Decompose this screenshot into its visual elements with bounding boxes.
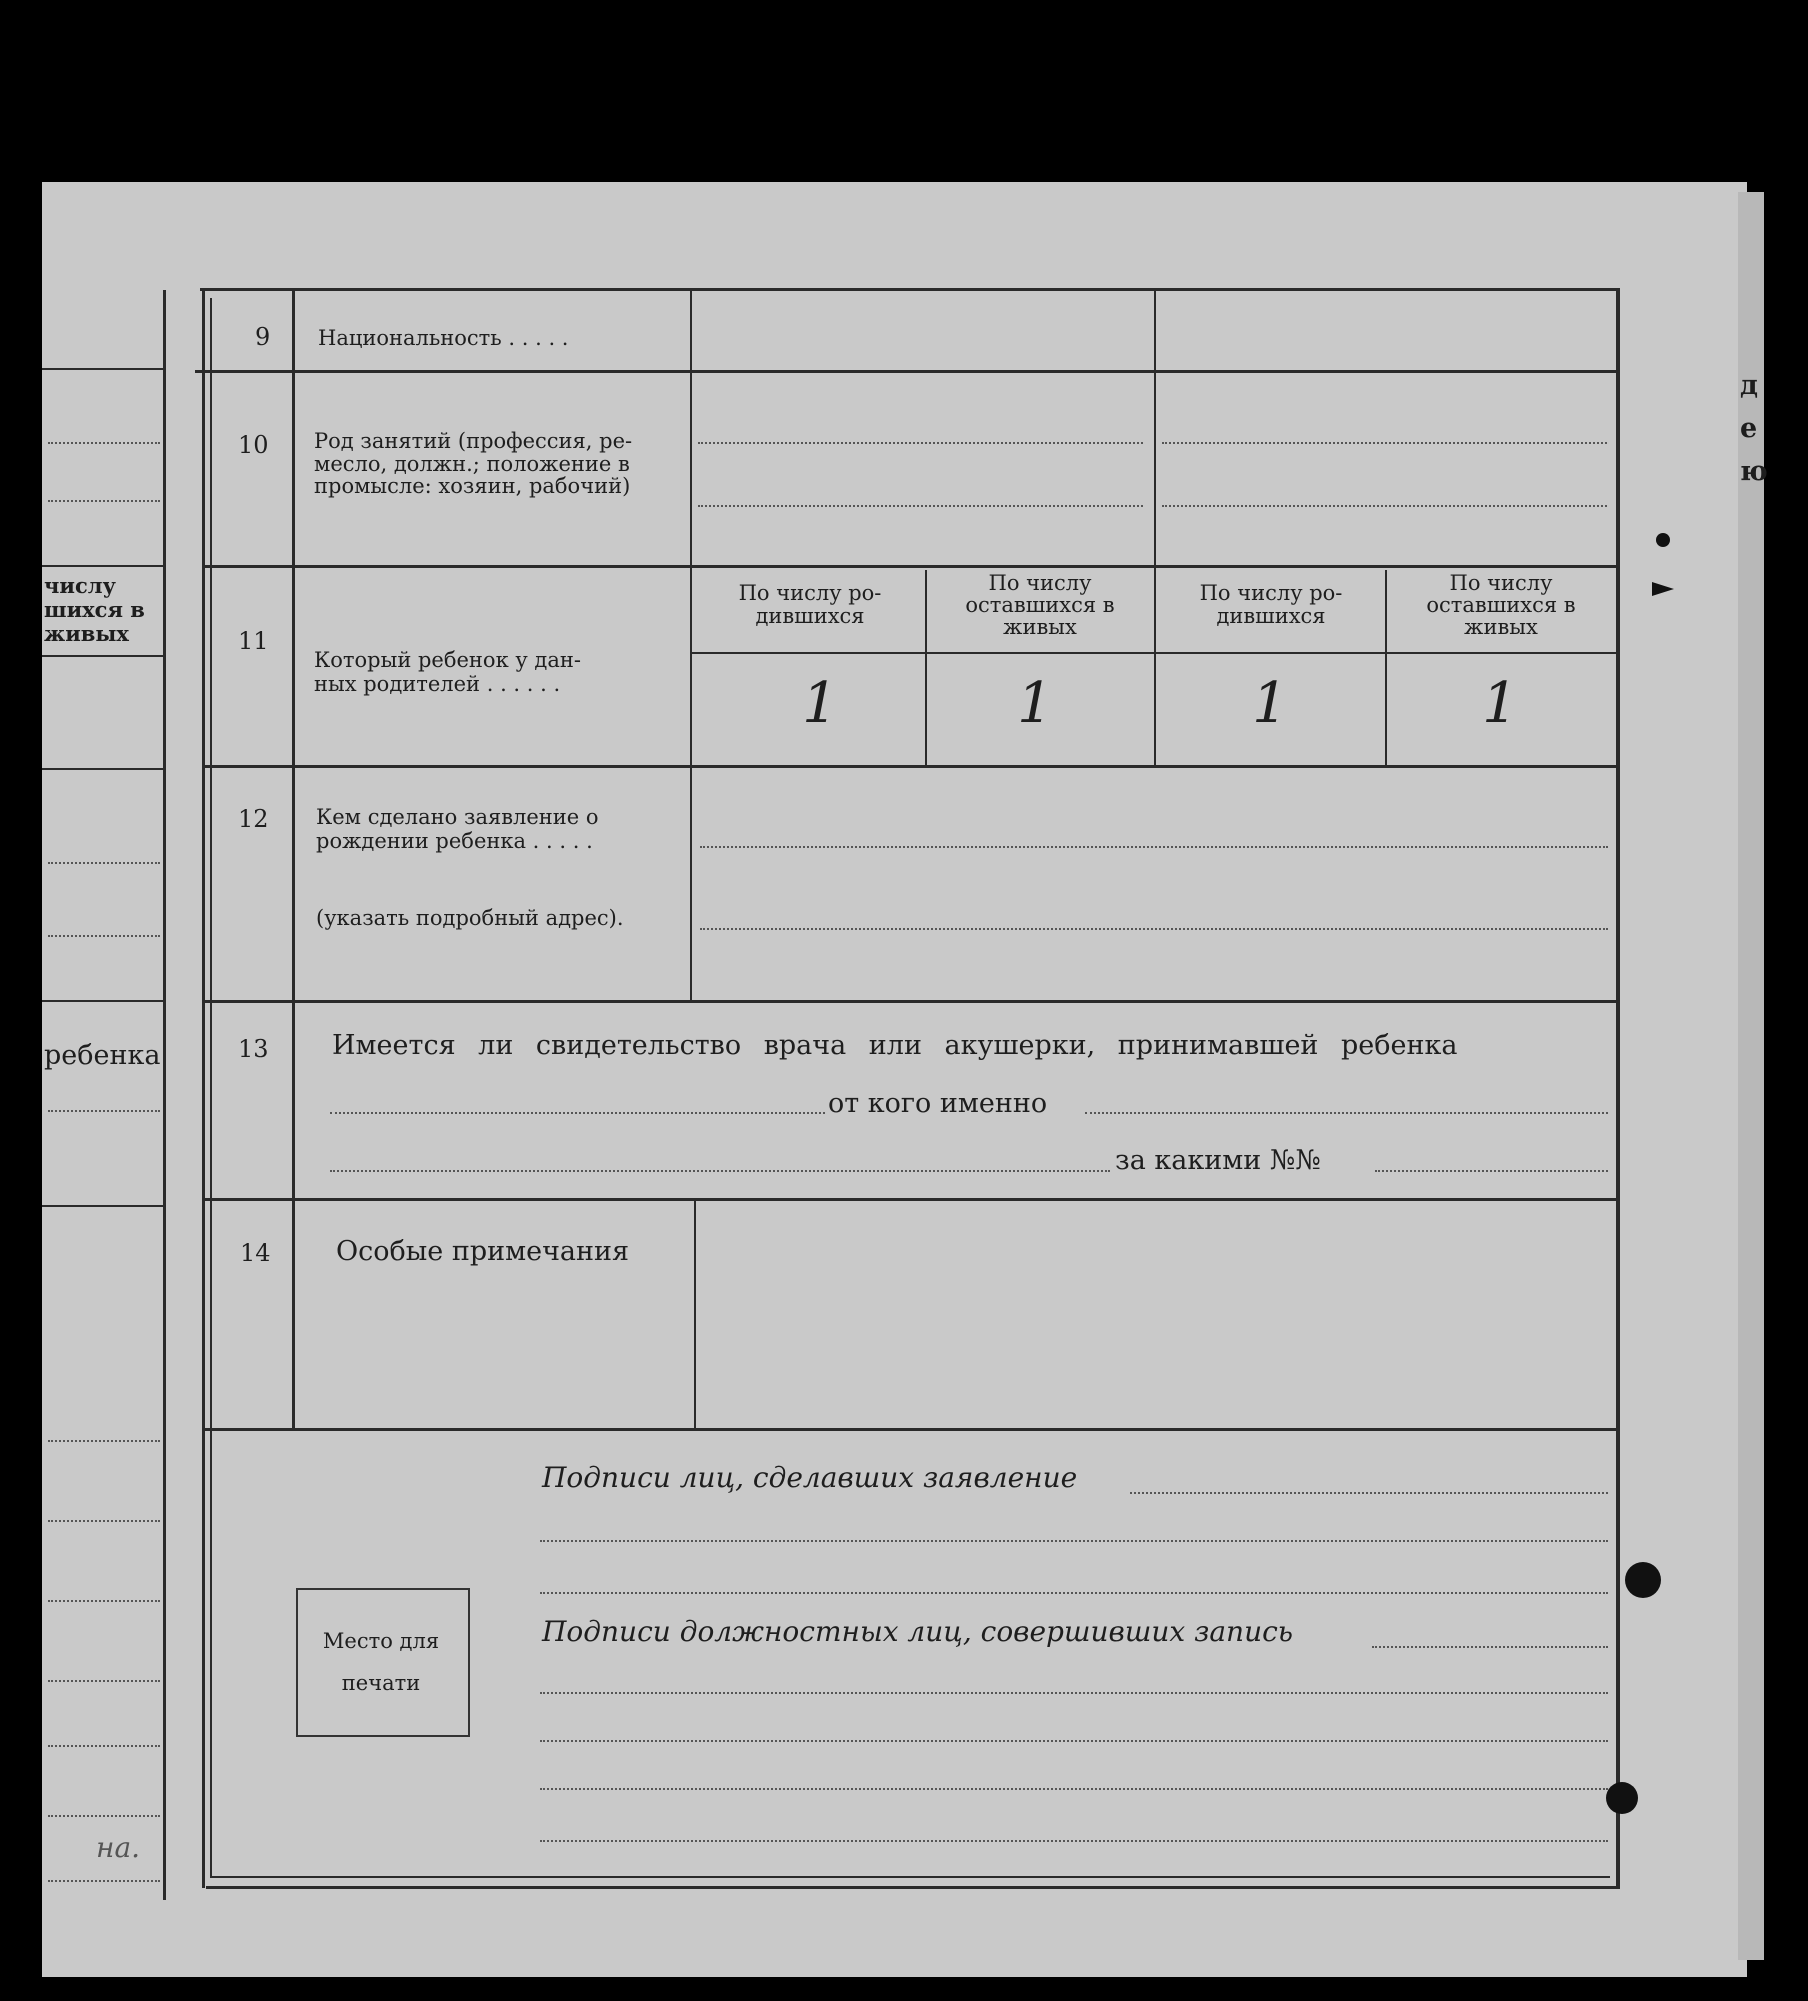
frame-right xyxy=(1616,288,1620,1888)
applicants-signature-line xyxy=(1130,1492,1608,1494)
row-11-label: Который ребенок у дан- ных родителей . . . . . . xyxy=(314,648,581,697)
row-14-label: Особые примечания xyxy=(336,1236,630,1267)
row-13-question: Имеется ли свидетельство врача или акушерки, принимавшей ребенка xyxy=(332,1030,1458,1061)
r11-header-alive-1: По числу оставшихся в живых xyxy=(965,571,1115,640)
left-strip-dots xyxy=(48,1600,160,1602)
r11-handwritten-value-1: 1 xyxy=(802,671,838,736)
officials-signature-label: Подписи должностных лиц, совершивших запись xyxy=(542,1615,1294,1648)
left-strip-dots xyxy=(48,862,160,864)
row-10-number: 10 xyxy=(238,431,269,459)
r10-fill-line xyxy=(698,442,1143,444)
applicants-signature-line xyxy=(540,1592,1608,1594)
r12-fill-line xyxy=(700,928,1608,930)
left-strip-border xyxy=(163,290,166,1900)
frame-left-inner xyxy=(210,298,212,1878)
r10-fill-line xyxy=(1162,505,1607,507)
r11-header-rule xyxy=(692,652,1616,654)
r13-fill-line xyxy=(330,1170,1110,1172)
left-strip-dots xyxy=(48,1520,160,1522)
r13-fill-line xyxy=(1375,1170,1608,1172)
r10-fill-line xyxy=(698,505,1143,507)
col-divider-label-14 xyxy=(694,1200,696,1430)
row-11-number: 11 xyxy=(238,627,269,655)
row-13-from-whom: от кого именно xyxy=(828,1088,1048,1119)
punch-hole xyxy=(1625,1562,1661,1598)
left-strip-dots xyxy=(48,1745,160,1747)
col-divider-r11-a xyxy=(925,570,927,765)
r11-handwritten-value-2: 1 xyxy=(1017,671,1053,736)
row-14-number: 14 xyxy=(240,1239,271,1267)
left-strip-dots xyxy=(48,1110,160,1112)
left-strip-rule xyxy=(42,1205,163,1207)
officials-signature-line xyxy=(540,1740,1608,1742)
row-12-label: Кем сделано заявление о рождении ребенка . . . . . xyxy=(316,805,599,854)
row-divider-13 xyxy=(205,1198,1620,1201)
row-divider-9 xyxy=(195,370,1620,373)
left-strip-rule xyxy=(42,655,163,657)
row-13-number: 13 xyxy=(238,1035,269,1063)
row-9-label: Национальность . . . . . xyxy=(318,326,569,350)
r11-header-alive-2: По числу оставшихся в живых xyxy=(1426,571,1576,640)
col-divider-mid xyxy=(1154,290,1156,765)
left-strip-rule xyxy=(42,1000,163,1002)
r11-handwritten-value-4: 1 xyxy=(1482,671,1518,736)
r13-fill-line xyxy=(330,1112,825,1114)
left-strip-dots xyxy=(48,935,160,937)
row-divider-14 xyxy=(205,1428,1620,1431)
r11-handwritten-value-3: 1 xyxy=(1252,671,1288,736)
left-strip-dots xyxy=(48,1880,160,1882)
r12-fill-line xyxy=(700,846,1608,848)
left-strip-dots xyxy=(48,1440,160,1442)
ink-mark xyxy=(1656,533,1670,547)
officials-signature-line xyxy=(540,1692,1608,1694)
applicants-signature-line xyxy=(540,1540,1608,1542)
row-divider-10 xyxy=(205,565,1620,568)
row-10-label: Род занятий (профессия, ре- месло, должн.; положение в промысле: хозяин, рабочий) xyxy=(314,429,633,499)
row-12-number: 12 xyxy=(238,805,269,833)
r10-fill-line xyxy=(1162,442,1607,444)
col-divider-r11-b xyxy=(1385,570,1387,765)
left-fragment-1: числу шихся в живых xyxy=(44,573,145,647)
row-divider-11 xyxy=(205,765,1620,768)
left-strip-rule xyxy=(42,368,163,370)
row-12-note: (указать подробный адрес). xyxy=(316,906,624,930)
frame-left xyxy=(202,288,205,1888)
left-strip-dots xyxy=(48,1815,160,1817)
r11-header-born-2: По числу ро- дившихся xyxy=(1199,581,1343,629)
left-strip-dots xyxy=(48,1680,160,1682)
left-fragment-2: ребенка xyxy=(44,1040,161,1071)
punch-hole xyxy=(1606,1782,1638,1814)
officials-signature-line xyxy=(540,1840,1608,1842)
r11-header-born-1: По числу ро- дившихся xyxy=(738,581,882,629)
col-divider-num xyxy=(292,290,295,1430)
right-fragment: д е ю xyxy=(1740,370,1768,488)
applicants-signature-label: Подписи лиц, сделавших заявление xyxy=(542,1461,1078,1494)
r13-fill-line xyxy=(1085,1112,1608,1114)
left-strip-rule xyxy=(42,565,163,567)
frame-bottom-inner xyxy=(210,1876,1610,1878)
left-strip-dots xyxy=(48,500,160,502)
left-strip-rule xyxy=(42,768,163,770)
row-divider-12 xyxy=(205,1000,1620,1003)
left-fragment-3: на. xyxy=(96,1831,141,1864)
officials-signature-line xyxy=(1372,1646,1608,1648)
officials-signature-line xyxy=(540,1788,1608,1790)
stamp-place-label: Место для печати xyxy=(322,1629,440,1695)
row-9-number: 9 xyxy=(255,323,271,351)
frame-bottom xyxy=(206,1886,1620,1889)
col-divider-label xyxy=(690,290,692,1000)
frame-top xyxy=(200,288,1620,291)
left-strip-dots xyxy=(48,442,160,444)
row-13-numbers: за какими №№ xyxy=(1115,1145,1321,1176)
